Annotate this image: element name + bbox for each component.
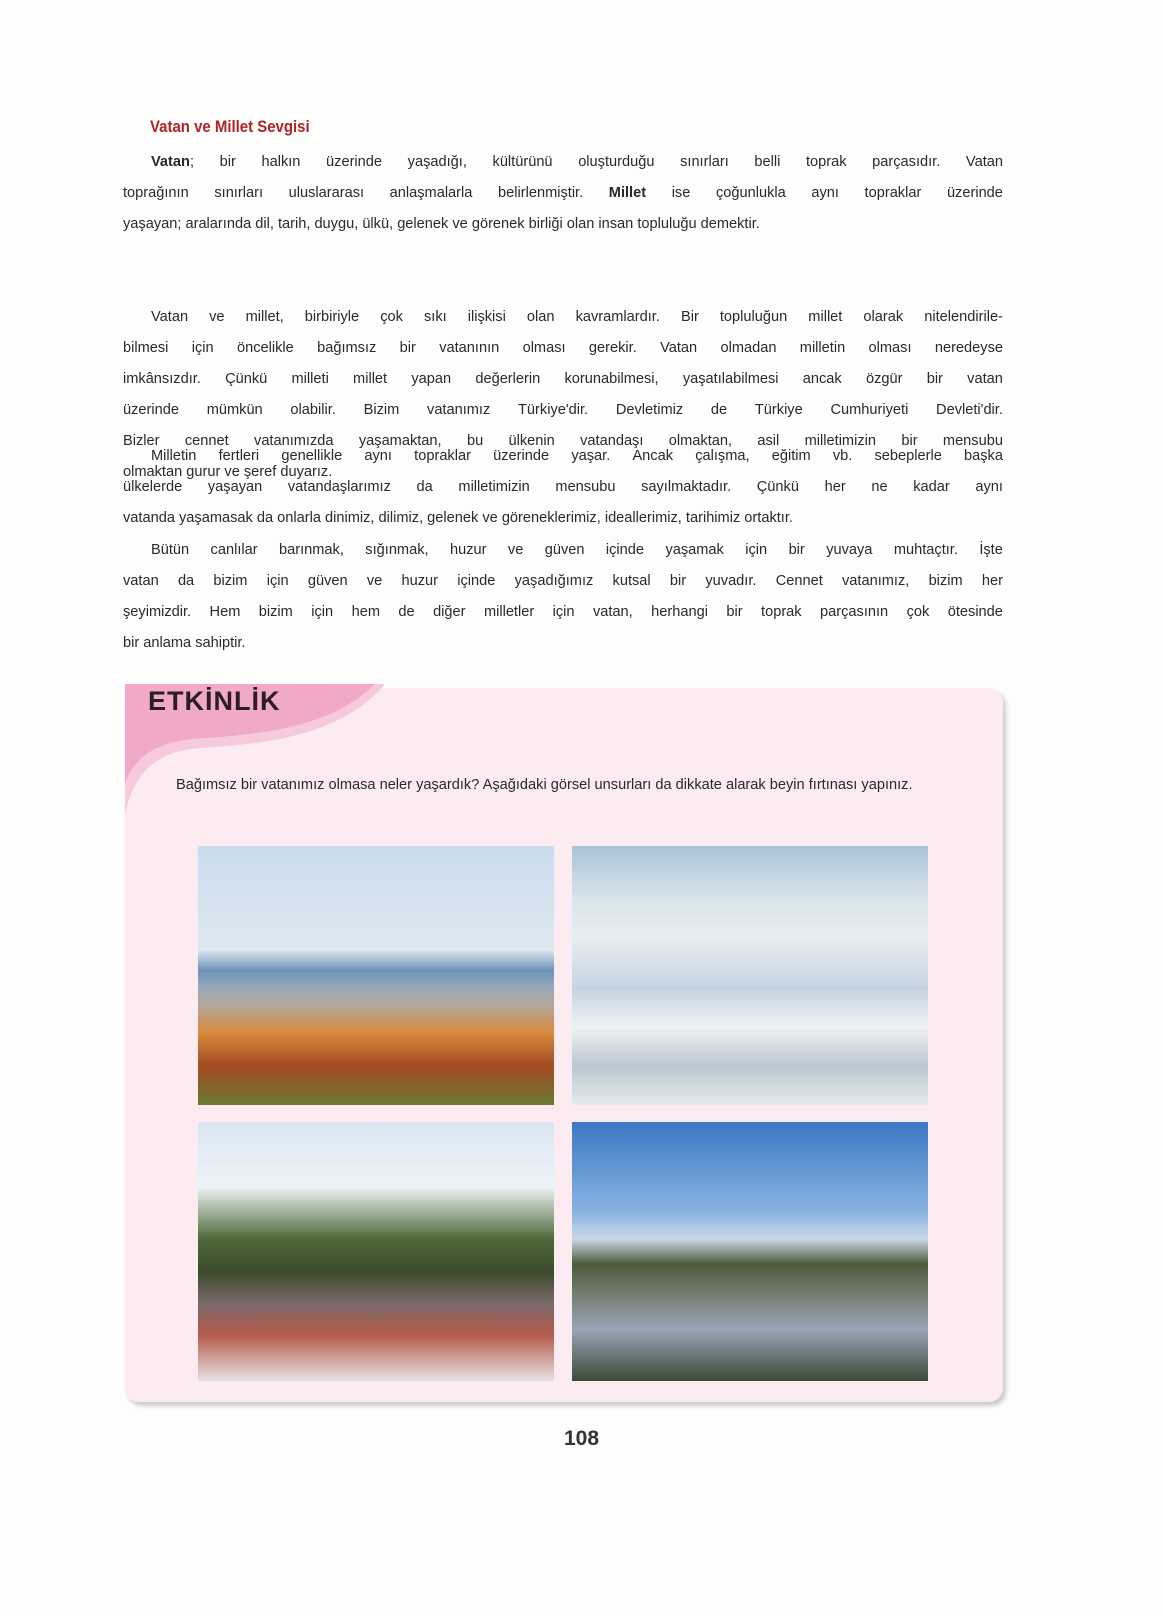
word: bir	[926, 371, 943, 387]
word: yuvadır.	[705, 573, 757, 589]
word: yaşamak	[665, 542, 724, 558]
word: yaşamaktan,	[358, 433, 442, 449]
word: da	[416, 479, 433, 495]
word: Devletimiz	[615, 402, 684, 418]
word: ilişkisi	[467, 309, 506, 325]
word: bir	[788, 542, 805, 558]
word: sayılmaktadır.	[641, 479, 732, 495]
word: da	[177, 573, 195, 589]
word: İşte	[979, 542, 1003, 558]
word: bilmesi	[123, 340, 169, 356]
word: içinde	[605, 542, 645, 558]
word: vatandaşı	[580, 433, 644, 449]
word: asil	[757, 433, 780, 449]
word: içinde	[457, 573, 496, 589]
word: yaşayan	[207, 479, 263, 495]
photo-martyrs-cemetery	[572, 1122, 928, 1381]
bold-term: Vatan;	[151, 154, 194, 170]
word: çok	[380, 309, 403, 325]
word: toprak	[805, 154, 847, 170]
word: bir	[726, 604, 743, 620]
word: her	[981, 573, 1003, 589]
paragraph	[123, 147, 1003, 240]
word: imkânsızdır.	[123, 371, 201, 387]
word: fertleri	[218, 448, 260, 464]
word: bizim	[213, 573, 248, 589]
text-line	[123, 209, 1003, 240]
word: millet	[353, 371, 388, 387]
word: nitelendirile-	[924, 309, 1003, 325]
word: sınırları	[680, 154, 729, 170]
word: bir	[669, 573, 687, 589]
word: özgür	[865, 371, 903, 387]
word: vatanımız,	[842, 573, 910, 589]
text-line	[123, 302, 1003, 333]
word: öncelikle	[236, 340, 294, 356]
photo-iftar-gathering	[198, 1122, 554, 1381]
word: güven	[307, 573, 348, 589]
word: yuvaya	[826, 542, 873, 558]
word: çalışma,	[695, 448, 750, 464]
photo-pamukkale-travertines	[572, 846, 928, 1105]
word: Bir	[680, 309, 699, 325]
paragraph	[123, 535, 1003, 659]
text-line	[123, 147, 1003, 178]
text-line	[123, 566, 1003, 597]
word: muhtaçtır.	[893, 542, 958, 558]
word: için	[266, 573, 289, 589]
word: Hem	[209, 604, 241, 620]
text: bir anlama sahiptir.	[123, 635, 246, 651]
word: korunabilmesi,	[564, 371, 659, 387]
word: de	[398, 604, 415, 620]
word: vatandaşlarımız	[287, 479, 391, 495]
text-line	[123, 364, 1003, 395]
word: hem	[351, 604, 380, 620]
word: için	[745, 542, 768, 558]
word: Çünkü	[225, 371, 268, 387]
word: halkın	[261, 154, 301, 170]
word: vatanının	[439, 340, 500, 356]
word: de	[710, 402, 728, 418]
word: topraklar	[414, 448, 471, 464]
word: güven	[544, 542, 585, 558]
word: mümkün	[206, 402, 263, 418]
word: ne	[871, 479, 888, 495]
word: üzerinde	[326, 154, 383, 170]
word: ötesinde	[947, 604, 1003, 620]
word: yaşadığı,	[407, 154, 467, 170]
word: ülkelerde	[123, 479, 183, 495]
word: milleti	[291, 371, 329, 387]
word: olarak	[863, 309, 904, 325]
word: ve	[209, 309, 225, 325]
word: toprak	[761, 604, 802, 620]
word: vb.	[832, 448, 853, 464]
word: olmaktan,	[668, 433, 733, 449]
word: bizim	[928, 573, 963, 589]
word: barınmak,	[279, 542, 344, 558]
word: vatan	[967, 371, 1003, 387]
word: yaşatılabilmesi	[682, 371, 779, 387]
text-line	[123, 472, 1003, 503]
word: gerekir.	[588, 340, 637, 356]
word: üzerinde	[493, 448, 550, 464]
word: parçasının	[820, 604, 889, 620]
word: millet,	[245, 309, 284, 325]
word: kadar	[913, 479, 950, 495]
word: Bizler	[123, 433, 160, 449]
word: uluslararası	[288, 185, 365, 201]
word: çoğunlukla	[715, 185, 786, 201]
word: değerlerin	[475, 371, 541, 387]
word: ve	[366, 573, 383, 589]
word: bağımsız	[317, 340, 377, 356]
text-line	[123, 535, 1003, 566]
word: ancak	[802, 371, 842, 387]
word: ise	[671, 185, 691, 201]
word: yapan	[411, 371, 452, 387]
word: topraklar	[864, 185, 922, 201]
word: huzur	[449, 542, 487, 558]
section-heading: Vatan ve Millet Sevgisi	[150, 117, 310, 136]
word: için	[311, 604, 334, 620]
word: bir	[901, 433, 918, 449]
word: huzur	[401, 573, 439, 589]
word: milletimizin	[804, 433, 876, 449]
activity-question: Bağımsız bir vatanımız olmasa neler yaşardık? Aşağıdaki görsel unsurları da dikkate alarak beyin fırtınası yapınız.	[176, 777, 913, 793]
word: genellikle	[281, 448, 343, 464]
word: Bütün	[151, 542, 190, 558]
word: sınırları	[214, 185, 263, 201]
bold-term: Millet	[608, 185, 647, 201]
word: mensubu	[942, 433, 1003, 449]
text-line	[123, 178, 1003, 209]
word: Vatan	[151, 309, 189, 325]
word: mensubu	[555, 479, 616, 495]
word: olması	[868, 340, 912, 356]
word: vatanımızda	[254, 433, 334, 449]
word: olan	[526, 309, 555, 325]
word: diğer	[433, 604, 466, 620]
word: Vatan	[660, 340, 698, 356]
word: aynı	[975, 479, 1003, 495]
word: Türkiye	[754, 402, 803, 418]
word: Cumhuriyeti	[830, 402, 909, 418]
word: neredeyse	[934, 340, 1003, 356]
word: bir	[219, 154, 236, 170]
word: Cennet	[775, 573, 823, 589]
text-line	[123, 441, 1003, 472]
text-line	[123, 628, 1003, 659]
word: aynı	[811, 185, 839, 201]
activity-title: ETKİNLİK	[148, 686, 281, 716]
word: belirlenmiştir.	[498, 185, 584, 201]
word: her	[824, 479, 846, 495]
word: anlaşmalarla	[389, 185, 473, 201]
word: parçasıdır.	[872, 154, 941, 170]
photo-blue-mosque	[198, 846, 554, 1105]
word: aynı	[364, 448, 392, 464]
word: sebeplerle	[874, 448, 942, 464]
word: topluluğun	[719, 309, 788, 325]
text-line	[123, 333, 1003, 364]
word: olabilir.	[290, 402, 336, 418]
word: belli	[754, 154, 781, 170]
word: bu	[466, 433, 484, 449]
word: şeyimizdir.	[123, 604, 192, 620]
word: kültürünü	[492, 154, 553, 170]
word: milletler	[483, 604, 535, 620]
word: ve	[507, 542, 524, 558]
word: için	[552, 604, 575, 620]
word: olması	[522, 340, 566, 356]
word: Devleti'dir.	[936, 402, 1003, 418]
page-number: 108	[563, 1427, 600, 1450]
word: canlılar	[210, 542, 258, 558]
word: vatan	[123, 573, 159, 589]
word: sıkı	[423, 309, 447, 325]
text-line	[123, 597, 1003, 628]
text-line	[123, 503, 1003, 534]
word: bir	[399, 340, 416, 356]
word: oluşturduğu	[578, 154, 655, 170]
word: cennet	[184, 433, 229, 449]
word: kavramlardır.	[575, 309, 660, 325]
word: vatan,	[592, 604, 633, 620]
word: ülkenin	[508, 433, 555, 449]
word: toprağının	[123, 185, 189, 201]
word: vatanımız	[427, 402, 491, 418]
word: Vatan	[965, 154, 1003, 170]
word: bizim	[258, 604, 293, 620]
word: Milletin	[151, 448, 197, 464]
word: millet	[808, 309, 843, 325]
word: eğitim	[771, 448, 811, 464]
word: başka	[964, 448, 1003, 464]
word: Türkiye'dir.	[518, 402, 589, 418]
word: yaşar.	[571, 448, 611, 464]
word: herhangi	[651, 604, 708, 620]
word: Ancak	[632, 448, 673, 464]
word: kutsal	[612, 573, 651, 589]
word: yaşadığımız	[514, 573, 594, 589]
paragraph	[123, 441, 1003, 534]
word: çok	[906, 604, 930, 620]
word: Çünkü	[756, 479, 799, 495]
text: olmaktan gurur ve şeref duyarız.	[123, 464, 333, 480]
text: yaşayan; aralarında dil, tarih, duygu, ülkü, gelenek ve görenek birliği olan insan topluluğu demektir.	[123, 216, 760, 232]
word: üzerinde	[123, 402, 179, 418]
word: Bizim	[363, 402, 400, 418]
word: sığınmak,	[365, 542, 429, 558]
word: milletin	[799, 340, 846, 356]
text: vatanda yaşamasak da onlarla dinimiz, dilimiz, gelenek ve göreneklerimiz, ideallerimiz, tarihimiz ortaktır.	[123, 510, 793, 526]
word: birbiriyle	[304, 309, 360, 325]
text-line	[123, 395, 1003, 426]
word: üzerinde	[946, 185, 1003, 201]
word: olmadan	[720, 340, 777, 356]
word: milletimizin	[458, 479, 530, 495]
word: için	[191, 340, 214, 356]
